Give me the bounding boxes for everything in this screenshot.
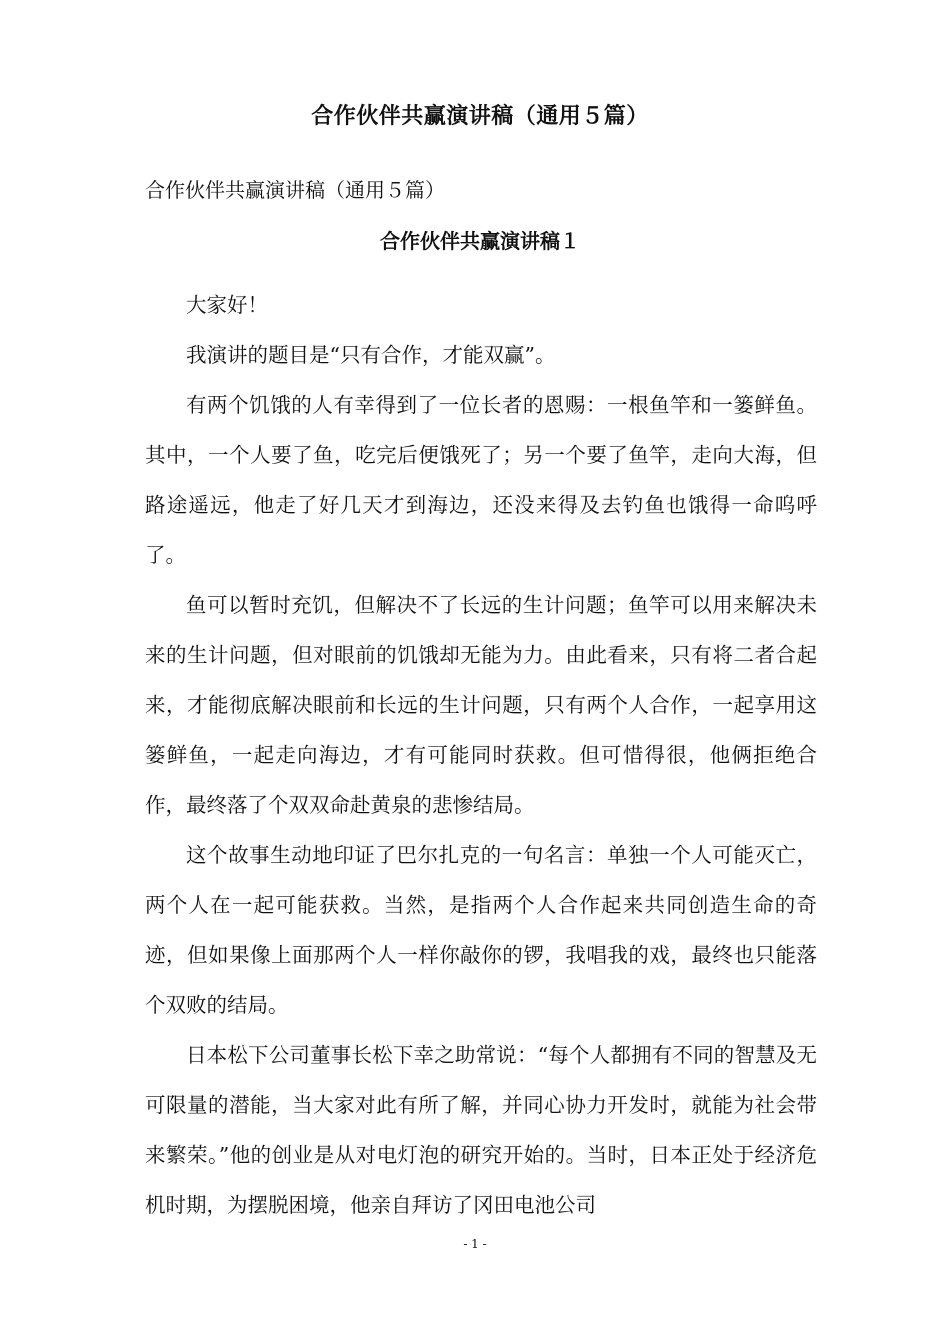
paragraph-balzac-quote: 这个故事生动地印证了巴尔扎克的一句名言：单独一个人可能灭亡，两个人在一起可能获救。当然，是指两个人合作起来共同创造生命的奇迹，但如果像上面那两个人一样你敲你的锣，我唱我的戏，最终也只能落个双败的结局。 <box>145 843 817 1017</box>
paragraph-analysis: 鱼可以暂时充饥，但解决不了长远的生计问题；鱼竿可以用来解决未来的生计问题，但对眼前的饥饿却无能为力。由此看来，只有将二者合起来，才能彻底解决眼前和长远的生计问题，只有两个人合作，一起享用这篓鲜鱼，一起走向海边，才有可能同时获救。但可惜得很，他俩拒绝合作，最终落了个双双命赴黄泉的悲惨结局。 <box>145 593 817 817</box>
page-number: - 1 - <box>463 1237 487 1251</box>
paragraph-matsushita: 日本松下公司董事长松下幸之助常说：“每个人都拥有不同的智慧及无可限量的潜能，当大家对此有所了解，并同心协力开发时，就能为社会带来繁荣。”他的创业是从对电灯泡的研究开始的。当时，日本正处于经济危机时期，为摆脱困境，他亲自拜访了冈田电池公司 <box>145 1043 817 1217</box>
paragraph-topic: 我演讲的题目是“只有合作，才能双赢”。 <box>186 343 556 367</box>
document-subtitle: 合作伙伴共赢演讲稿（通用５篇） <box>145 178 445 202</box>
section-heading: 合作伙伴共赢演讲稿１ <box>380 229 580 253</box>
document-body <box>145 280 817 1230</box>
document-title: 合作伙伴共赢演讲稿（通用５篇） <box>311 103 649 129</box>
paragraph-story: 有两个饥饿的人有幸得到了一位长者的恩赐：一根鱼竿和一篓鲜鱼。其中，一个人要了鱼，吃完后便饿死了；另一个要了鱼竿，走向大海，但路途遥远，他走了好几天才到海边，还没来得及去钓鱼也饿得一命呜呼了。 <box>145 393 817 567</box>
paragraph-greeting: 大家好！ <box>186 293 268 317</box>
